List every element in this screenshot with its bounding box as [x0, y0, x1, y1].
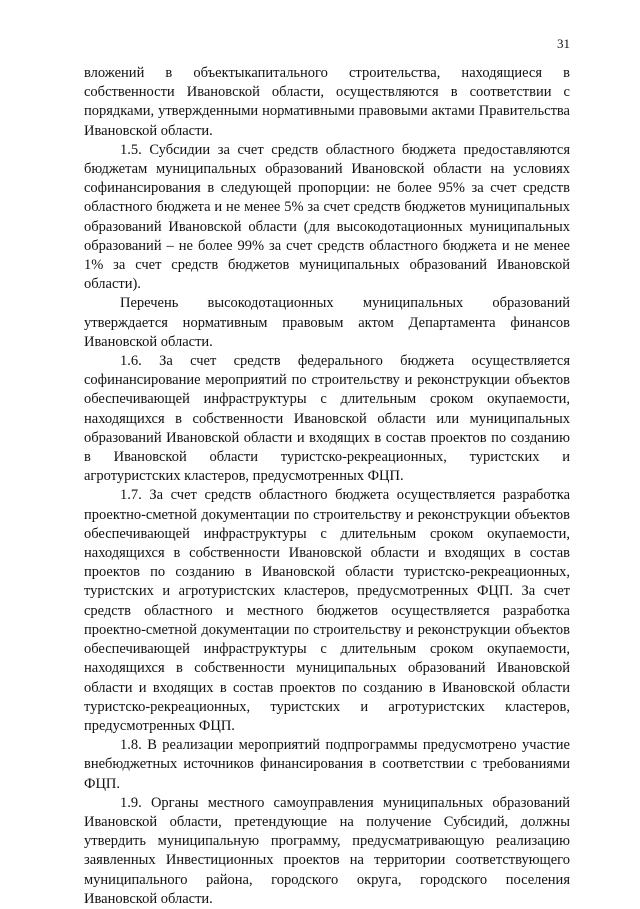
paragraph-1-8: 1.8. В реализации мероприятий подпрограммы предусмотрено участие внебюджетных источников финансирования в соответствии с требованиями ФЦП. — [84, 737, 570, 792]
paragraph-1-6: 1.6. За счет средств федерального бюджета осуществляется софинансирование мероприятий по строительству и реконструкции объектов обеспечивающей инфраструктуры с длительным сроком окупаемости, находящихся в собственности Ивановской области или муниципальных образований Ивановской области и входящих в состав проектов по созданию в Ивановской области туристско-рекреационных, туристских и агротуристских кластеров, предусмотренных ФЦП. — [84, 353, 570, 485]
paragraph-1-9: 1.9. Органы местного самоуправления муниципальных образований Ивановской области, претендующие на получение Субсидий, должны утвердить муниципальную программу, предусматривающую реализацию заявленных Инвестиционных проектов на территории соответствующего муниципального района, городского округа, городского поселения Ивановской области. — [84, 794, 570, 907]
paragraph-1-7: 1.7. За счет средств областного бюджета осуществляется разработка проектно-сметной документации по строительству и реконструкции объектов обеспечивающей инфраструктуры с длительным сроком окупаемости, находящихся в собственности Ивановской области и входящих в состав проектов по созданию в Ивановской области туристско-рекреационных, туристских и агротуристских кластеров, предусмотренных ФЦП. За счет средств областного и местного бюджетов осуществляется разработка проектно-сметной документации по строительству и реконструкции объектов обеспечивающей инфраструктуры с длительным сроком окупаемости, находящихся в собственности муниципальных образований Ивановской области и входящих в состав проектов по созданию в Ивановской области туристско-рекреационных, туристских и агротуристских кластеров, предусмотренных ФЦП. — [84, 487, 570, 734]
page-number: 31 — [557, 36, 570, 51]
paragraph-continuation: вложений в объектыкапитального строительства, находящиеся в собственности Ивановской области, осуществляются в соответствии с порядками, утвержденными нормативными правовыми актами Правительства Ивановской области. — [84, 65, 570, 139]
paragraph-1-5: 1.5. Субсидии за счет средств областного бюджета предоставляются бюджетам муниципальных образований Ивановской области на условиях софинансирования в следующей пропорции: не более 95% за счет средств областного бюджета и не менее 5% за счет средств бюджетов муниципальных образований Ивановской области (для высокодотационных муниципальных образований – не более 99% за счет средств областного бюджета и не менее 1% за счет средств бюджетов муниципальных образований Ивановской области). — [84, 141, 570, 293]
document-body — [84, 64, 570, 909]
paragraph-list-of-municipalities: Перечень высокодотационных муниципальных образований утверждается нормативным правовым актом Департамента финансов Ивановской области. — [84, 295, 570, 350]
